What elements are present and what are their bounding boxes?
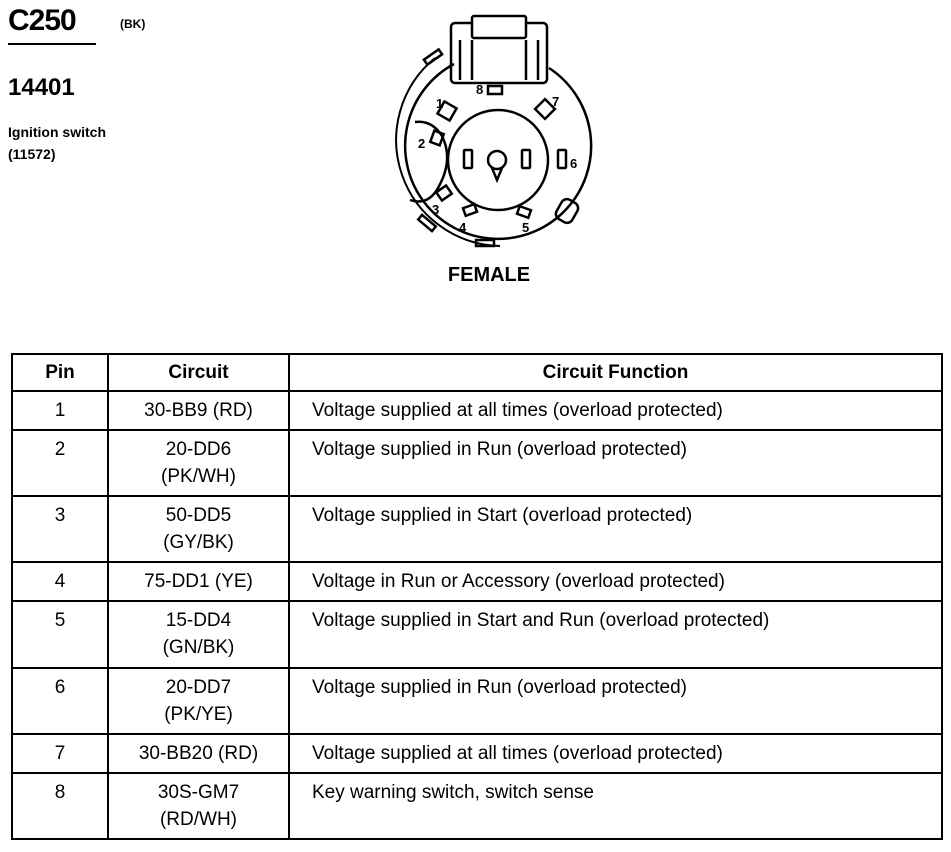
table-row — [12, 734, 942, 773]
table-row — [12, 601, 942, 667]
pin-cell: 8 — [12, 773, 108, 839]
terminal-2 — [430, 131, 444, 146]
table-row — [12, 562, 942, 601]
latch-tab — [472, 16, 526, 38]
center-key — [488, 151, 506, 169]
circuit-cell: 30-BB20 (RD) — [108, 734, 289, 773]
circuit-cell: 30-BB9 (RD) — [108, 391, 289, 430]
pin-cell: 2 — [12, 430, 108, 496]
table-row — [12, 773, 942, 839]
connector-gender: FEMALE — [447, 264, 531, 286]
table-header-row — [12, 354, 942, 391]
function-cell: Voltage supplied in Start and Run (overload protected) — [289, 601, 942, 667]
pin-cell: 7 — [12, 734, 108, 773]
pin-table — [11, 353, 943, 840]
header-pin: Pin — [12, 354, 108, 391]
connector-face-diagram — [380, 10, 610, 255]
circuit-cell: 20-DD6 (PK/WH) — [108, 430, 289, 496]
pin-cell: 1 — [12, 391, 108, 430]
pin-cell: 6 — [12, 668, 108, 734]
terminal-4 — [463, 204, 477, 216]
table-row — [12, 391, 942, 430]
table-row — [12, 668, 942, 734]
table-row — [12, 430, 942, 496]
pin-label-4: 4 — [459, 220, 467, 235]
component-name: Ignition switch — [8, 124, 106, 140]
connector-id: C250 — [8, 4, 76, 37]
table-row — [12, 496, 942, 562]
pin-cell: 5 — [12, 601, 108, 667]
circuit-cell: 20-DD7 (PK/YE) — [108, 668, 289, 734]
function-cell: Voltage supplied in Start (overload protected) — [289, 496, 942, 562]
component-code: (11572) — [8, 146, 56, 162]
part-number: 14401 — [8, 74, 75, 101]
pin-cell: 3 — [12, 496, 108, 562]
circuit-cell: 75-DD1 (YE) — [108, 562, 289, 601]
pin-label-2: 2 — [418, 136, 426, 151]
header-circuit: Circuit — [108, 354, 289, 391]
function-cell: Voltage supplied in Run (overload protected) — [289, 430, 942, 496]
function-cell: Voltage supplied in Run (overload protected) — [289, 668, 942, 734]
circuit-cell: 15-DD4 (GN/BK) — [108, 601, 289, 667]
header-circuit-function: Circuit Function — [289, 354, 942, 391]
circuit-cell: 30S-GM7 (RD/WH) — [108, 773, 289, 839]
function-cell: Voltage supplied at all times (overload protected) — [289, 391, 942, 430]
function-cell: Key warning switch, switch sense — [289, 773, 942, 839]
circuit-cell: 50-DD5 (GY/BK) — [108, 496, 289, 562]
pin-label-1: 1 — [436, 96, 444, 111]
function-cell: Voltage supplied at all times (overload protected) — [289, 734, 942, 773]
pin-label-7: 7 — [552, 94, 560, 109]
pin-label-3: 3 — [432, 202, 440, 217]
color-code: (BK) — [120, 17, 146, 31]
connector-id-underline — [8, 43, 96, 45]
pin-label-8: 8 — [476, 82, 484, 97]
pin-label-5: 5 — [522, 220, 530, 235]
function-cell: Voltage in Run or Accessory (overload protected) — [289, 562, 942, 601]
pin-label-6: 6 — [570, 156, 578, 171]
pin-cell: 4 — [12, 562, 108, 601]
terminal-5 — [517, 206, 531, 218]
terminal-8 — [488, 86, 502, 94]
